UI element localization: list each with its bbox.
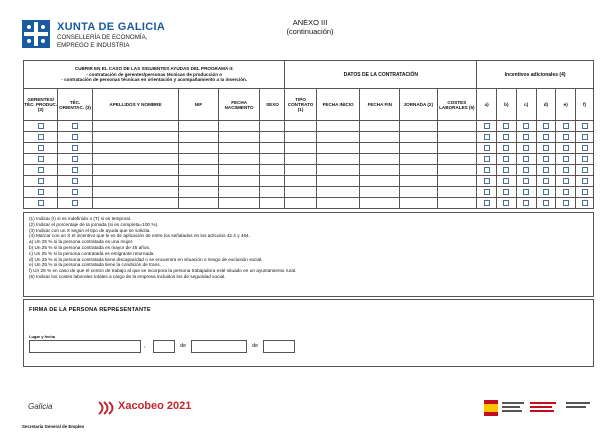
checkbox[interactable] (72, 178, 78, 184)
input-cell[interactable] (92, 176, 178, 187)
checkbox[interactable] (503, 145, 509, 151)
input-cell[interactable] (92, 187, 178, 198)
input-cell[interactable] (285, 176, 316, 187)
input-cell[interactable] (400, 176, 438, 187)
checkbox-cell (477, 187, 497, 198)
checkbox[interactable] (563, 145, 569, 151)
month-field[interactable] (191, 340, 247, 353)
checkbox-cell (496, 121, 516, 132)
checkbox[interactable] (543, 200, 549, 206)
table-row (24, 121, 594, 132)
checkbox-cell (477, 198, 497, 209)
input-cell[interactable] (437, 187, 477, 198)
input-cell[interactable] (179, 154, 219, 165)
checkbox[interactable] (563, 123, 569, 129)
checkbox[interactable] (38, 145, 44, 151)
input-cell[interactable] (285, 121, 316, 132)
input-cell[interactable] (400, 121, 438, 132)
input-cell[interactable] (218, 154, 260, 165)
checkbox-cell (496, 198, 516, 209)
checkbox-cell (24, 198, 58, 209)
input-cell[interactable] (179, 165, 219, 176)
checkbox-cell (496, 143, 516, 154)
checkbox[interactable] (38, 134, 44, 140)
checkbox-cell (58, 121, 92, 132)
checkbox-cell (477, 132, 497, 143)
checkbox[interactable] (543, 145, 549, 151)
checkbox[interactable] (484, 145, 490, 151)
col-fecha-fin: FECHA FIN (360, 89, 400, 121)
input-cell[interactable] (260, 165, 285, 176)
checkbox[interactable] (523, 156, 529, 162)
checkbox[interactable] (563, 134, 569, 140)
checkbox[interactable] (38, 189, 44, 195)
checkbox-cell (576, 187, 594, 198)
checkbox[interactable] (72, 189, 78, 195)
input-cell[interactable] (260, 154, 285, 165)
checkbox[interactable] (543, 156, 549, 162)
checkbox-cell (24, 154, 58, 165)
footnote-line: b) Un 25 % si la persona contratada es mayor de 45 años. (29, 244, 151, 250)
input-cell[interactable] (218, 187, 260, 198)
checkbox[interactable] (503, 156, 509, 162)
checkbox-cell (516, 165, 536, 176)
checkbox[interactable] (72, 156, 78, 162)
input-cell[interactable] (179, 121, 219, 132)
checkbox[interactable] (582, 145, 588, 151)
day-field[interactable] (153, 340, 175, 353)
input-cell[interactable] (218, 143, 260, 154)
input-cell[interactable] (260, 121, 285, 132)
checkbox-cell (58, 198, 92, 209)
input-cell[interactable] (179, 132, 219, 143)
checkbox-cell (556, 165, 576, 176)
checkbox[interactable] (523, 167, 529, 173)
checkbox[interactable] (543, 178, 549, 184)
input-cell[interactable] (218, 198, 260, 209)
checkbox-cell (24, 187, 58, 198)
checkbox-cell (516, 132, 536, 143)
col-fecha-inicio: FECHA INICIO (316, 89, 360, 121)
checkbox[interactable] (38, 123, 44, 129)
checkbox-cell (496, 132, 516, 143)
checkbox[interactable] (484, 123, 490, 129)
checkbox[interactable] (523, 145, 529, 151)
col-sexo: SEXO (260, 89, 285, 121)
checkbox-cell (24, 143, 58, 154)
checkbox[interactable] (72, 145, 78, 151)
checkbox[interactable] (563, 167, 569, 173)
checkbox-cell (576, 132, 594, 143)
checkbox[interactable] (72, 167, 78, 173)
input-cell[interactable] (400, 132, 438, 143)
checkbox-cell (536, 154, 556, 165)
checkbox[interactable] (582, 134, 588, 140)
checkbox[interactable] (72, 134, 78, 140)
checkbox[interactable] (503, 189, 509, 195)
annex-title: ANEXO III (continuación) (286, 18, 334, 36)
checkbox[interactable] (543, 167, 549, 173)
footnote-line: e) Un 25 % si la persona contratada tiene la condición de trans. (29, 262, 161, 268)
input-cell[interactable] (360, 132, 400, 143)
input-cell[interactable] (316, 132, 360, 143)
input-cell[interactable] (285, 154, 316, 165)
input-cell[interactable] (360, 176, 400, 187)
checkbox-cell (58, 165, 92, 176)
input-cell[interactable] (92, 132, 178, 143)
checkbox[interactable] (484, 200, 490, 206)
input-cell[interactable] (400, 198, 438, 209)
checkbox-cell (576, 165, 594, 176)
col-incentive-a: a) (477, 89, 497, 121)
table-row (24, 143, 594, 154)
input-cell[interactable] (260, 198, 285, 209)
checkbox[interactable] (523, 134, 529, 140)
place-date-label: Lugar y fecha (29, 334, 56, 339)
xacobeo-icon (96, 400, 116, 416)
checkbox[interactable] (72, 123, 78, 129)
checkbox[interactable] (563, 156, 569, 162)
checkbox-cell (58, 154, 92, 165)
checkbox-cell (496, 154, 516, 165)
col-incentive-f: f) (576, 89, 594, 121)
checkbox[interactable] (38, 178, 44, 184)
checkbox-cell (58, 143, 92, 154)
input-cell[interactable] (437, 121, 477, 132)
checkbox-cell (516, 143, 536, 154)
brand-name: XUNTA DE GALICIA (57, 21, 166, 33)
checkbox[interactable] (563, 189, 569, 195)
checkbox-cell (477, 143, 497, 154)
galicia-logo: Galicia (28, 402, 53, 411)
checkbox-cell (58, 187, 92, 198)
input-cell[interactable] (437, 154, 477, 165)
section-program-ii: CUBRIR EN EL CASO DE LAS SIGUIENTES AYUDAS DEL PROGRAMA II: - contratación de gerentes/personas técnicas de producción o - contratación de personas técnicas en orientación y acompañamiento a la inserción. (24, 61, 285, 89)
checkbox[interactable] (503, 134, 509, 140)
footnote-line: (3) Indicar con un X según el tipo de ayuda que se solicita. (29, 227, 151, 233)
checkbox-cell (496, 176, 516, 187)
input-cell[interactable] (437, 165, 477, 176)
checkbox[interactable] (523, 200, 529, 206)
input-cell[interactable] (437, 176, 477, 187)
col-fecha-nacimiento: FECHA NACIMIENTO (218, 89, 260, 121)
checkbox[interactable] (503, 200, 509, 206)
input-cell[interactable] (360, 154, 400, 165)
input-cell[interactable] (285, 132, 316, 143)
input-cell[interactable] (316, 198, 360, 209)
checkbox-cell (536, 143, 556, 154)
input-cell[interactable] (316, 165, 360, 176)
input-cell[interactable] (179, 143, 219, 154)
separator-de-1: de (180, 343, 187, 349)
input-cell[interactable] (360, 143, 400, 154)
input-cell[interactable] (437, 143, 477, 154)
footnote-line: c) Un 25 % si la persona contratada es emigrante retornada. (29, 250, 155, 256)
footnote-line: a) Un 25 % si la persona contratada es una mujer. (29, 239, 134, 245)
col-incentive-c: c) (516, 89, 536, 121)
checkbox[interactable] (523, 189, 529, 195)
place-field[interactable] (29, 340, 141, 353)
checkbox[interactable] (503, 178, 509, 184)
checkbox[interactable] (523, 178, 529, 184)
xacobeo-logo: Xacobeo 2021 (118, 400, 192, 412)
checkbox[interactable] (523, 123, 529, 129)
input-cell[interactable] (360, 121, 400, 132)
checkbox-cell (576, 176, 594, 187)
checkbox-cell (516, 198, 536, 209)
checkbox-cell (24, 176, 58, 187)
input-cell[interactable] (360, 198, 400, 209)
footnotes (23, 212, 594, 297)
checkbox-cell (556, 198, 576, 209)
checkbox-cell (576, 121, 594, 132)
checkbox-cell (24, 132, 58, 143)
input-cell[interactable] (400, 187, 438, 198)
col-tipo-contrato: TIPO CONTRATO (1) (285, 89, 316, 121)
checkbox-cell (576, 198, 594, 209)
table-row (24, 165, 594, 176)
checkbox-cell (536, 132, 556, 143)
checkbox-cell (536, 198, 556, 209)
checkbox[interactable] (484, 167, 490, 173)
input-cell[interactable] (218, 132, 260, 143)
input-cell[interactable] (316, 121, 360, 132)
checkbox[interactable] (484, 189, 490, 195)
checkbox[interactable] (582, 178, 588, 184)
col-nif: NIF (179, 89, 219, 121)
xunta-logo-icon (22, 20, 50, 48)
table-row (24, 154, 594, 165)
input-cell[interactable] (360, 165, 400, 176)
checkbox-cell (536, 121, 556, 132)
input-cell[interactable] (260, 187, 285, 198)
checkbox-cell (556, 121, 576, 132)
input-cell[interactable] (285, 187, 316, 198)
input-cell[interactable] (92, 121, 178, 132)
checkbox[interactable] (582, 156, 588, 162)
checkbox[interactable] (563, 200, 569, 206)
checkbox[interactable] (543, 189, 549, 195)
col-tec-orientac: TÉC. ORIENTAC. (3) (58, 89, 92, 121)
government-spain-logo-icon (482, 397, 594, 419)
table-row (24, 132, 594, 143)
checkbox-cell (58, 132, 92, 143)
footnote-line: (2) Indicar el porcentaje de la jornada (si es completa=100 %). (29, 221, 159, 227)
checkbox-cell (576, 143, 594, 154)
input-cell[interactable] (400, 143, 438, 154)
table-row (24, 187, 594, 198)
checkbox-cell (556, 132, 576, 143)
footnote-line: d) Un 25 % si la persona contratada tiene discapacidad o se encuentra en situación o riesgo de exclusión social. (29, 256, 263, 262)
col-apellidos: APELLIDOS Y NOMBRE (92, 89, 178, 121)
year-field[interactable] (263, 340, 295, 353)
checkbox[interactable] (484, 134, 490, 140)
separator-comma: , (144, 343, 146, 349)
checkbox-cell (556, 187, 576, 198)
checkbox[interactable] (582, 123, 588, 129)
footnote-line: (5) Indicar los costes laborales totales a cargo de la empresa incluidos los de seguridad social. (29, 273, 226, 279)
col-costes: COSTES LABORALES (5) (437, 89, 477, 121)
checkbox-cell (24, 165, 58, 176)
checkbox-cell (556, 176, 576, 187)
col-incentive-e: e) (556, 89, 576, 121)
input-cell[interactable] (285, 198, 316, 209)
input-cell[interactable] (92, 143, 178, 154)
checkbox[interactable] (582, 167, 588, 173)
input-cell[interactable] (316, 143, 360, 154)
checkbox[interactable] (503, 167, 509, 173)
separator-de-2: de (252, 343, 259, 349)
checkbox-cell (556, 154, 576, 165)
checkbox-cell (536, 176, 556, 187)
input-cell[interactable] (92, 154, 178, 165)
input-cell[interactable] (218, 165, 260, 176)
col-incentive-b: b) (496, 89, 516, 121)
section-contract-data: DATOS DE LA CONTRATACIÓN (285, 61, 477, 89)
checkbox[interactable] (563, 178, 569, 184)
checkbox[interactable] (38, 167, 44, 173)
checkbox-cell (516, 154, 536, 165)
department-name: CONSELLERÍA DE ECONOMÍA, EMPREGO E INDUSTRIA (57, 34, 148, 49)
checkbox-cell (58, 176, 92, 187)
input-cell[interactable] (92, 198, 178, 209)
input-cell[interactable] (360, 187, 400, 198)
input-cell[interactable] (285, 143, 316, 154)
input-cell[interactable] (285, 165, 316, 176)
input-cell[interactable] (400, 165, 438, 176)
col-jornada: JORNADA (2) (400, 89, 438, 121)
input-cell[interactable] (316, 154, 360, 165)
checkbox[interactable] (503, 123, 509, 129)
checkbox[interactable] (582, 189, 588, 195)
checkbox[interactable] (38, 156, 44, 162)
checkbox-cell (576, 154, 594, 165)
input-cell[interactable] (179, 176, 219, 187)
checkbox-cell (24, 121, 58, 132)
checkbox-cell (496, 187, 516, 198)
checkbox-cell (516, 187, 536, 198)
checkbox-cell (477, 154, 497, 165)
footnote-line: (4) Marcar con un X el incentivo que le es de aplicación de entre los señalados en los artículos 42.4 y 464. (29, 233, 250, 239)
input-cell[interactable] (218, 176, 260, 187)
signature-title: FIRMA DE LA PERSONA REPRESENTANTE (29, 307, 151, 313)
checkbox-cell (477, 121, 497, 132)
secretaria-label: Secretaría General de Empleo (22, 424, 85, 429)
input-cell[interactable] (437, 198, 477, 209)
table-row (24, 176, 594, 187)
input-cell[interactable] (218, 121, 260, 132)
checkbox[interactable] (484, 156, 490, 162)
footnote-line: (1) Indicar (I) si es indefinido o (T) si es temporal. (29, 216, 132, 221)
col-gerentes: GERENTES/ TÉC. PRODUC. (3) (24, 89, 58, 121)
hiring-data-table (23, 60, 594, 209)
checkbox[interactable] (582, 200, 588, 206)
input-cell[interactable] (179, 198, 219, 209)
checkbox-cell (477, 176, 497, 187)
checkbox[interactable] (72, 200, 78, 206)
input-cell[interactable] (260, 176, 285, 187)
input-cell[interactable] (316, 176, 360, 187)
checkbox[interactable] (484, 178, 490, 184)
col-incentive-d: d) (536, 89, 556, 121)
checkbox-cell (477, 165, 497, 176)
checkbox-cell (516, 176, 536, 187)
input-cell[interactable] (260, 132, 285, 143)
checkbox[interactable] (38, 200, 44, 206)
input-cell[interactable] (400, 154, 438, 165)
input-cell[interactable] (437, 132, 477, 143)
checkbox-cell (536, 187, 556, 198)
checkbox[interactable] (543, 134, 549, 140)
checkbox[interactable] (543, 123, 549, 129)
footnote-line: f) Un 25 % en caso de que el centro de trabajo al que se incorpora la persona trabajadora esté situado en un ayuntamiento rural. (29, 268, 297, 274)
section-additional-incentives: Incentivos adicionales (4) (477, 61, 594, 89)
checkbox-cell (556, 143, 576, 154)
input-cell[interactable] (92, 165, 178, 176)
checkbox-cell (516, 121, 536, 132)
input-cell[interactable] (179, 187, 219, 198)
checkbox-cell (496, 165, 516, 176)
input-cell[interactable] (260, 143, 285, 154)
checkbox-cell (536, 165, 556, 176)
input-cell[interactable] (316, 187, 360, 198)
table-row (24, 198, 594, 209)
